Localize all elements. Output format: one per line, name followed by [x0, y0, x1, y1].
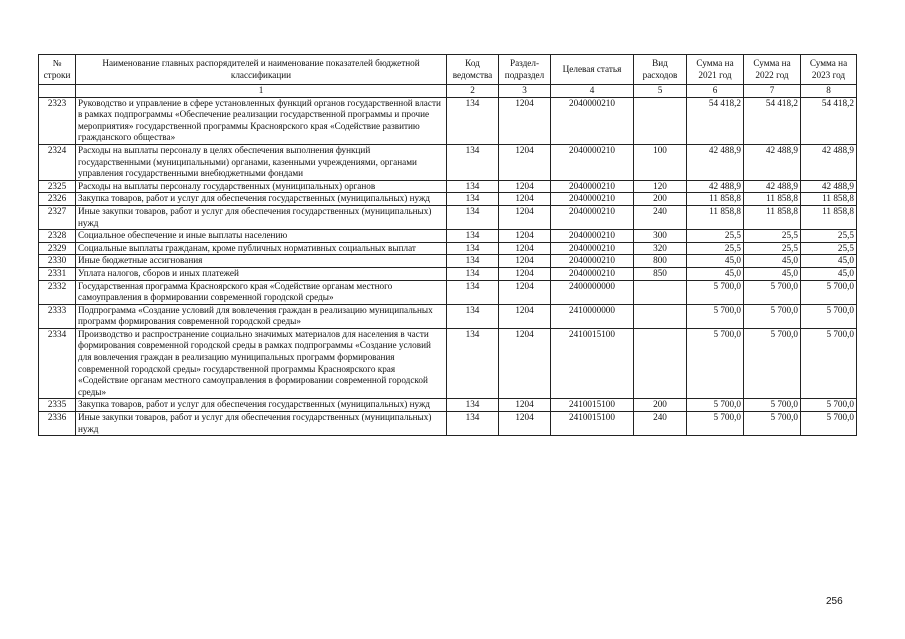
row-number: 2335	[39, 399, 76, 412]
table-row	[39, 242, 857, 255]
expense-type-code: 200	[634, 193, 687, 206]
expense-type-code	[634, 304, 687, 328]
department-code: 134	[447, 193, 499, 206]
target-item-code: 2040000210	[551, 267, 634, 280]
department-code: 134	[447, 304, 499, 328]
section-code: 1204	[499, 255, 551, 268]
row-name: Расходы на выплаты персоналу в целях обеспечения выполнения функций государственными (муниципальными) органами, казенными учреждениями, органами управления государственными внебюджетными фондами	[76, 144, 447, 180]
sum-2021: 42 488,9	[687, 180, 744, 193]
row-number: 2331	[39, 267, 76, 280]
row-name: Иные закупки товаров, работ и услуг для обеспечения государственных (муниципальных) нужд	[76, 412, 447, 436]
column-number-row	[39, 85, 857, 98]
department-code: 134	[447, 97, 499, 144]
target-item-code: 2410000000	[551, 304, 634, 328]
target-item-code: 2040000210	[551, 97, 634, 144]
sum-2023: 42 488,9	[801, 180, 857, 193]
expense-type-code: 120	[634, 180, 687, 193]
table-row	[39, 267, 857, 280]
row-number: 2323	[39, 97, 76, 144]
section-code: 1204	[499, 205, 551, 229]
row-number: 2336	[39, 412, 76, 436]
header-row	[39, 55, 857, 85]
sum-2023: 25,5	[801, 242, 857, 255]
expense-type-code: 200	[634, 399, 687, 412]
row-number: 2332	[39, 280, 76, 304]
table-row	[39, 97, 857, 144]
row-name: Подпрограмма «Создание условий для вовлечения граждан в реализацию муниципальных программ формирования современной городской среды»	[76, 304, 447, 328]
sum-2023: 45,0	[801, 267, 857, 280]
department-code: 134	[447, 399, 499, 412]
row-name: Производство и распространение социально значимых материалов для населения в части формирования современной городской среды в рамках подпрограммы «Создание условий для вовлечения граждан в реализацию муниципальных программ формирования современной городской среды» государственной программы Красноярского края «Содействие органам местного самоуправления в формировании современной городской среды»	[76, 328, 447, 399]
department-code: 134	[447, 180, 499, 193]
section-code: 1204	[499, 399, 551, 412]
expense-type-code	[634, 328, 687, 399]
sum-2023: 11 858,8	[801, 205, 857, 229]
sum-2022: 25,5	[744, 242, 801, 255]
section-code: 1204	[499, 144, 551, 180]
sum-2022: 25,5	[744, 230, 801, 243]
header-name: Наименование главных распорядителей и наименование показателей бюджетной классификации	[76, 55, 447, 85]
section-code: 1204	[499, 328, 551, 399]
sum-2022: 45,0	[744, 255, 801, 268]
target-item-code: 2410015100	[551, 412, 634, 436]
column-number	[39, 85, 76, 98]
row-number: 2330	[39, 255, 76, 268]
expense-type-code: 240	[634, 412, 687, 436]
sum-2021: 54 418,2	[687, 97, 744, 144]
target-item-code: 2400000000	[551, 280, 634, 304]
header-sum-2023: Сумма на 2023 год	[801, 55, 857, 85]
section-code: 1204	[499, 193, 551, 206]
column-number: 1	[76, 85, 447, 98]
sum-2021: 5 700,0	[687, 328, 744, 399]
table-row	[39, 205, 857, 229]
sum-2023: 54 418,2	[801, 97, 857, 144]
table-row	[39, 328, 857, 399]
table-row	[39, 399, 857, 412]
target-item-code: 2040000210	[551, 180, 634, 193]
table-row	[39, 280, 857, 304]
table-row	[39, 180, 857, 193]
target-item-code: 2410015100	[551, 399, 634, 412]
section-code: 1204	[499, 280, 551, 304]
sum-2022: 42 488,9	[744, 180, 801, 193]
target-item-code: 2040000210	[551, 242, 634, 255]
sum-2023: 5 700,0	[801, 280, 857, 304]
sum-2021: 25,5	[687, 242, 744, 255]
sum-2022: 5 700,0	[744, 399, 801, 412]
sum-2022: 5 700,0	[744, 328, 801, 399]
sum-2021: 5 700,0	[687, 304, 744, 328]
sum-2022: 5 700,0	[744, 412, 801, 436]
table-row	[39, 144, 857, 180]
expense-type-code	[634, 97, 687, 144]
row-name: Социальные выплаты гражданам, кроме публичных нормативных социальных выплат	[76, 242, 447, 255]
target-item-code: 2040000210	[551, 205, 634, 229]
target-item-code: 2040000210	[551, 193, 634, 206]
row-name: Уплата налогов, сборов и иных платежей	[76, 267, 447, 280]
section-code: 1204	[499, 267, 551, 280]
target-item-code: 2040000210	[551, 255, 634, 268]
page-number: 256	[826, 596, 843, 607]
sum-2022: 5 700,0	[744, 280, 801, 304]
department-code: 134	[447, 230, 499, 243]
row-number: 2327	[39, 205, 76, 229]
section-code: 1204	[499, 97, 551, 144]
sum-2021: 5 700,0	[687, 399, 744, 412]
department-code: 134	[447, 280, 499, 304]
expense-type-code: 850	[634, 267, 687, 280]
row-number: 2334	[39, 328, 76, 399]
expense-type-code: 240	[634, 205, 687, 229]
sum-2021: 25,5	[687, 230, 744, 243]
header-department-code: Код ведомства	[447, 55, 499, 85]
row-number: 2326	[39, 193, 76, 206]
row-number: 2329	[39, 242, 76, 255]
target-item-code: 2040000210	[551, 230, 634, 243]
department-code: 134	[447, 328, 499, 399]
expense-type-code: 100	[634, 144, 687, 180]
sum-2023: 45,0	[801, 255, 857, 268]
row-name: Социальное обеспечение и иные выплаты населению	[76, 230, 447, 243]
table-row	[39, 193, 857, 206]
sum-2022: 11 858,8	[744, 193, 801, 206]
sum-2023: 5 700,0	[801, 399, 857, 412]
header-expense-type: Вид расходов	[634, 55, 687, 85]
sum-2023: 11 858,8	[801, 193, 857, 206]
row-name: Закупка товаров, работ и услуг для обеспечения государственных (муниципальных) нужд	[76, 399, 447, 412]
expense-type-code: 800	[634, 255, 687, 268]
sum-2022: 11 858,8	[744, 205, 801, 229]
section-code: 1204	[499, 242, 551, 255]
row-name: Расходы на выплаты персоналу государственных (муниципальных) органов	[76, 180, 447, 193]
row-number: 2324	[39, 144, 76, 180]
sum-2023: 25,5	[801, 230, 857, 243]
sum-2021: 45,0	[687, 255, 744, 268]
row-name: Иные закупки товаров, работ и услуг для обеспечения государственных (муниципальных) нужд	[76, 205, 447, 229]
column-number: 3	[499, 85, 551, 98]
expense-type-code	[634, 280, 687, 304]
department-code: 134	[447, 205, 499, 229]
department-code: 134	[447, 144, 499, 180]
sum-2022: 42 488,9	[744, 144, 801, 180]
sum-2023: 42 488,9	[801, 144, 857, 180]
table-row	[39, 412, 857, 436]
row-number: 2325	[39, 180, 76, 193]
department-code: 134	[447, 255, 499, 268]
sum-2021: 45,0	[687, 267, 744, 280]
sum-2023: 5 700,0	[801, 304, 857, 328]
row-name: Руководство и управление в сфере установленных функций органов государственной власти в рамках подпрограммы «Обеспечение реализации государственной программы и прочие мероприятия» государственной программы Красноярского края «Содействие развитию гражданского общества»	[76, 97, 447, 144]
column-number: 5	[634, 85, 687, 98]
row-name: Иные бюджетные ассигнования	[76, 255, 447, 268]
column-number: 8	[801, 85, 857, 98]
column-number: 6	[687, 85, 744, 98]
row-number: 2328	[39, 230, 76, 243]
header-row-number: № строки	[39, 55, 76, 85]
sum-2022: 45,0	[744, 267, 801, 280]
sum-2023: 5 700,0	[801, 328, 857, 399]
department-code: 134	[447, 267, 499, 280]
row-name: Закупка товаров, работ и услуг для обеспечения государственных (муниципальных) нужд	[76, 193, 447, 206]
section-code: 1204	[499, 304, 551, 328]
table-row	[39, 304, 857, 328]
table-row	[39, 255, 857, 268]
sum-2021: 11 858,8	[687, 205, 744, 229]
row-name: Государственная программа Красноярского края «Содействие органам местного самоуправления в формировании современной городской среды»	[76, 280, 447, 304]
department-code: 134	[447, 412, 499, 436]
sum-2021: 5 700,0	[687, 412, 744, 436]
sum-2022: 5 700,0	[744, 304, 801, 328]
target-item-code: 2040000210	[551, 144, 634, 180]
column-number: 7	[744, 85, 801, 98]
header-sum-2022: Сумма на 2022 год	[744, 55, 801, 85]
expense-type-code: 300	[634, 230, 687, 243]
header-section: Раздел-подраздел	[499, 55, 551, 85]
header-target-item: Целевая статья	[551, 55, 634, 85]
section-code: 1204	[499, 230, 551, 243]
column-number: 4	[551, 85, 634, 98]
sum-2021: 42 488,9	[687, 144, 744, 180]
header-sum-2021: Сумма на 2021 год	[687, 55, 744, 85]
sum-2022: 54 418,2	[744, 97, 801, 144]
target-item-code: 2410015100	[551, 328, 634, 399]
section-code: 1204	[499, 180, 551, 193]
sum-2023: 5 700,0	[801, 412, 857, 436]
section-code: 1204	[499, 412, 551, 436]
expense-type-code: 320	[634, 242, 687, 255]
sum-2021: 11 858,8	[687, 193, 744, 206]
budget-table	[38, 54, 857, 436]
table-row	[39, 230, 857, 243]
row-number: 2333	[39, 304, 76, 328]
column-number: 2	[447, 85, 499, 98]
department-code: 134	[447, 242, 499, 255]
sum-2021: 5 700,0	[687, 280, 744, 304]
